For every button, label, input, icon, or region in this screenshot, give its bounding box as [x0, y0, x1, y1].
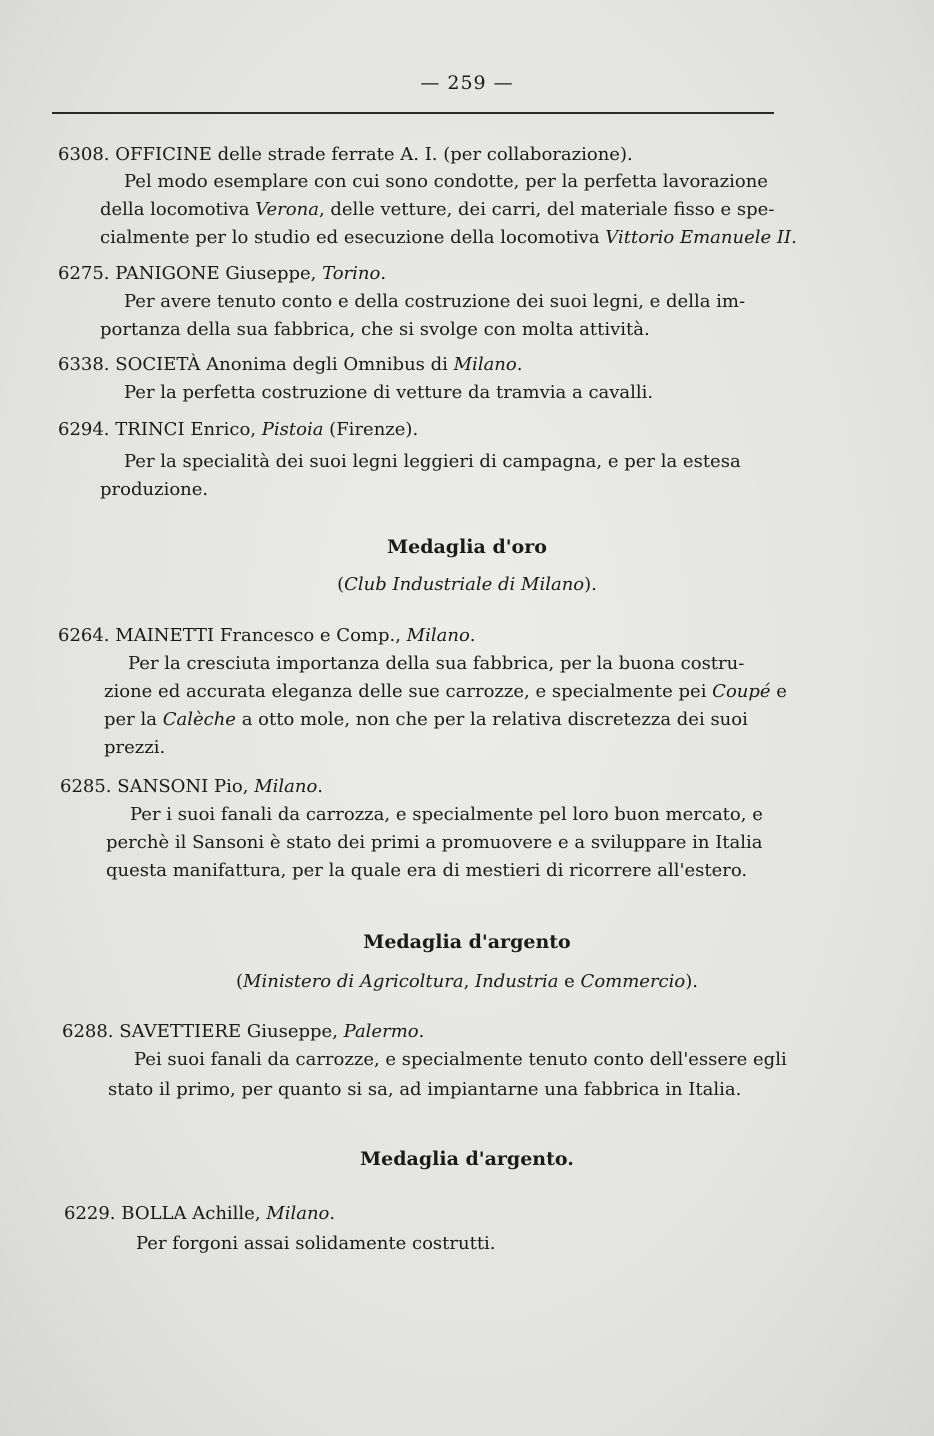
entry-6264-heading: 6264. MAINETTI Francesco e Comp., Milano.: [58, 625, 476, 646]
entry-6294-line-1: Per la specialità dei suoi legni leggieri di campagna, e per la estesa: [124, 451, 741, 472]
entry-6294-line-2: produzione.: [100, 479, 209, 500]
entry-6294-heading: 6294. TRINCI Enrico, Pistoia (Firenze).: [58, 419, 419, 440]
entry-6275-line-1: Per avere tenuto conto e della costruzione dei suoi legni, e della im-: [124, 291, 746, 312]
header-rule: [52, 112, 774, 114]
section-subtitle-medaglia-oro: (Club Industriale di Milano).: [337, 574, 597, 595]
entry-6308-line-3: cialmente per lo studio ed esecuzione della locomotiva Vittorio Emanuele II.: [100, 227, 797, 248]
entry-6229-line-1: Per forgoni assai solidamente costrutti.: [136, 1233, 496, 1254]
entry-6308-line-2: della locomotiva Verona, delle vetture, dei carri, del materiale fisso e spe-: [100, 199, 775, 220]
section-title-medaglia-argento: Medaglia d'argento: [363, 931, 571, 953]
section-title-medaglia-argento-2: Medaglia d'argento.: [360, 1148, 574, 1170]
entry-6288-line-2: stato il primo, per quanto si sa, ad impiantarne una fabbrica in Italia.: [108, 1079, 742, 1100]
entry-6288-heading: 6288. SAVETTIERE Giuseppe, Palermo.: [62, 1021, 425, 1042]
entry-6264-line-1: Per la cresciuta importanza della sua fabbrica, per la buona costru-: [128, 653, 745, 674]
entry-6285-line-1: Per i suoi fanali da carrozza, e specialmente pel loro buon mercato, e: [130, 804, 763, 825]
entry-6288-line-1: Pei suoi fanali da carrozze, e specialmente tenuto conto dell'essere egli: [134, 1049, 787, 1070]
entry-6338-heading: 6338. SOCIETÀ Anonima degli Omnibus di Milano.: [58, 354, 523, 375]
entry-6308-heading: 6308. OFFICINE delle strade ferrate A. I. (per collaborazione).: [58, 144, 633, 165]
entry-6285-heading: 6285. SANSONI Pio, Milano.: [60, 776, 324, 797]
entry-6264-line-2: zione ed accurata eleganza delle sue carrozze, e specialmente pei Coupé e: [104, 681, 787, 702]
entry-6285-line-2: perchè il Sansoni è stato dei primi a promuovere e a sviluppare in Italia: [106, 832, 763, 853]
section-subtitle-medaglia-argento: (Ministero di Agricoltura, Industria e Commercio).: [236, 971, 698, 992]
section-title-medaglia-oro: Medaglia d'oro: [387, 536, 547, 558]
entry-6308-line-1: Pel modo esemplare con cui sono condotte, per la perfetta lavorazione: [124, 171, 768, 192]
entry-6264-line-3: per la Calèche a otto mole, non che per la relativa discretezza dei suoi: [104, 709, 748, 730]
entry-6275-line-2: portanza della sua fabbrica, che si svolge con molta attività.: [100, 319, 650, 340]
entry-6338-line-1: Per la perfetta costruzione di vetture da tramvia a cavalli.: [124, 382, 654, 403]
entry-6285-line-3: questa manifattura, per la quale era di mestieri di ricorrere all'estero.: [106, 860, 748, 881]
entry-6275-heading: 6275. PANIGONE Giuseppe, Torino.: [58, 263, 387, 284]
entry-6264-line-4: prezzi.: [104, 737, 166, 758]
entry-6229-heading: 6229. BOLLA Achille, Milano.: [64, 1203, 336, 1224]
page-number: — 259 —: [420, 72, 514, 94]
